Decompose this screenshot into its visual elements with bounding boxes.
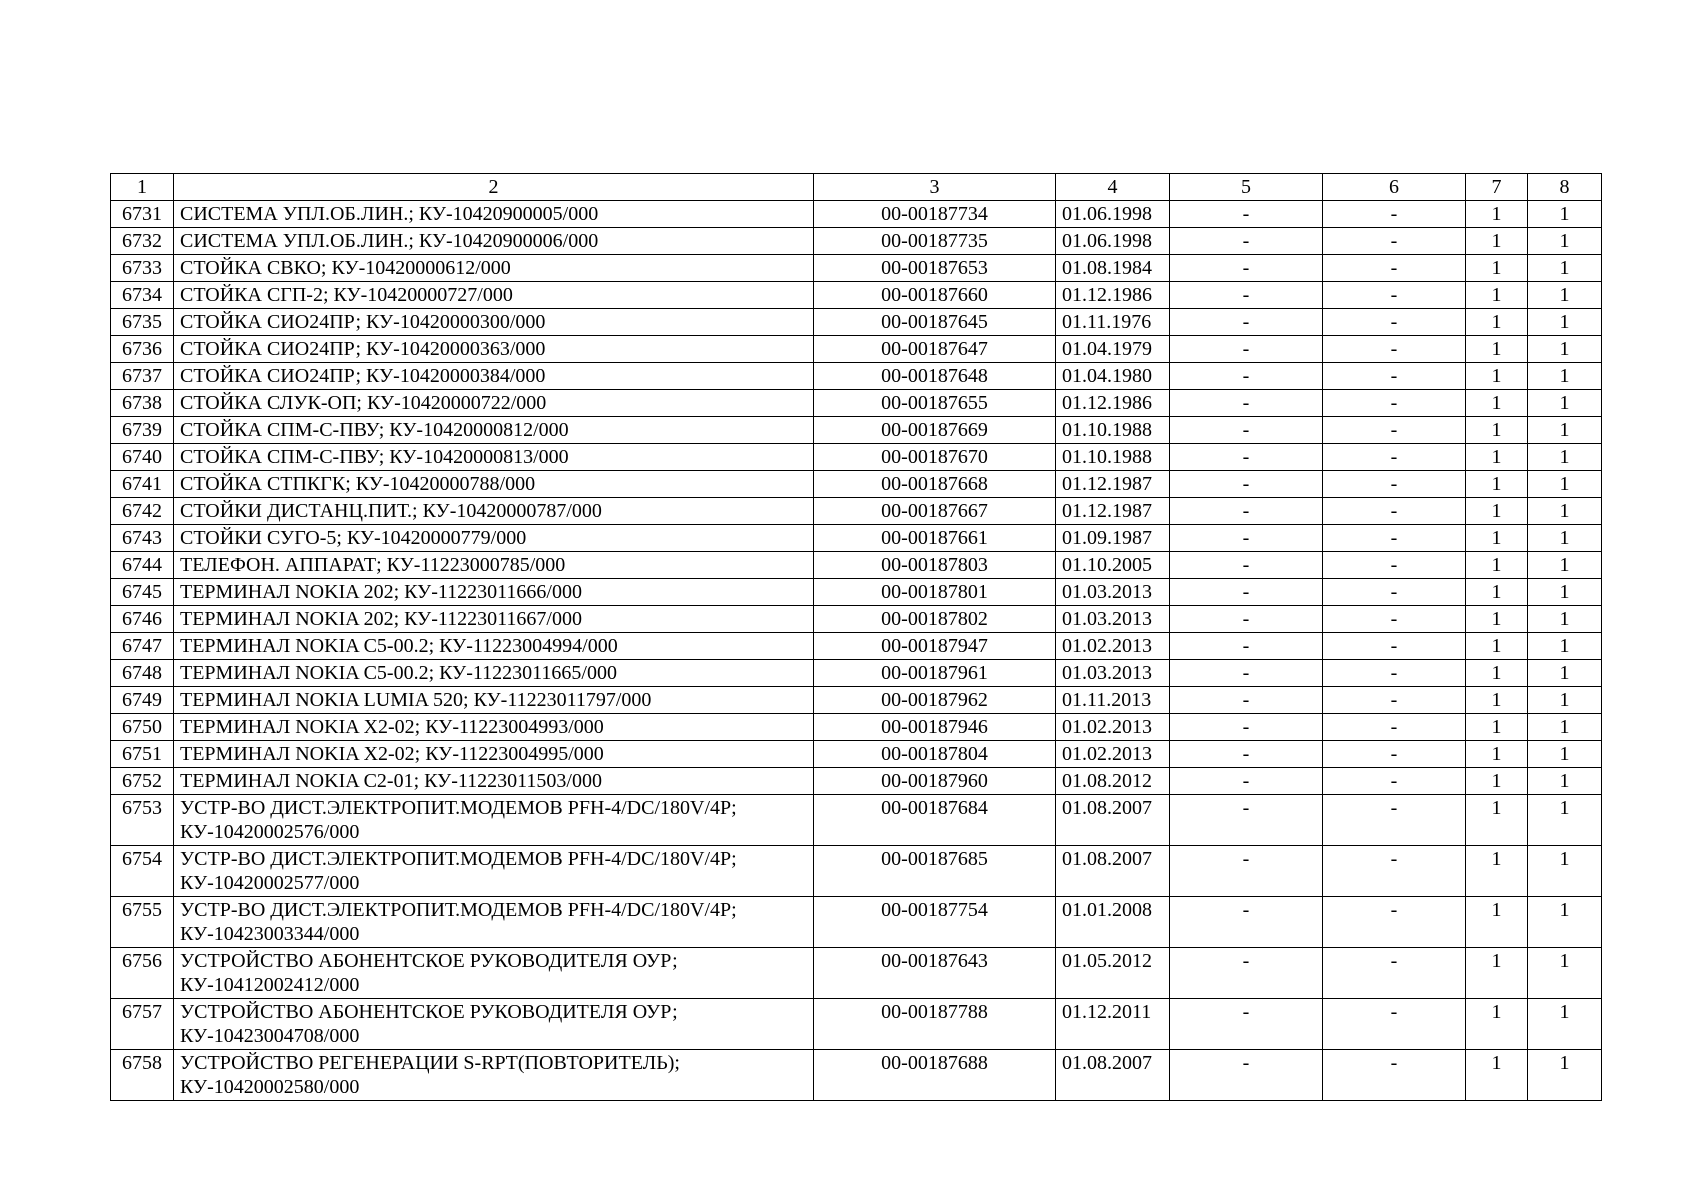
col5-value-cell: - [1170, 201, 1323, 228]
col8-value-cell: 1 [1528, 999, 1602, 1050]
table-row [111, 282, 1602, 309]
col8-value-cell: 1 [1528, 768, 1602, 795]
col5-value-cell: - [1170, 999, 1323, 1050]
item-name-cell: УСТРОЙСТВО АБОНЕНТСКОЕ РУКОВОДИТЕЛЯ ОУР; КУ-10412002412/000 [174, 948, 814, 999]
inventory-number-cell: 00-00187647 [814, 336, 1056, 363]
row-number-cell: 6743 [111, 525, 174, 552]
date-cell: 01.12.1987 [1056, 471, 1170, 498]
date-cell: 01.08.2007 [1056, 795, 1170, 846]
col8-value-cell: 1 [1528, 201, 1602, 228]
row-number-cell: 6746 [111, 606, 174, 633]
table-row [111, 309, 1602, 336]
inventory-number-cell: 00-00187946 [814, 714, 1056, 741]
date-cell: 01.08.2007 [1056, 1050, 1170, 1101]
inventory-number-cell: 00-00187669 [814, 417, 1056, 444]
inventory-number-cell: 00-00187801 [814, 579, 1056, 606]
row-number-cell: 6733 [111, 255, 174, 282]
col7-value-cell: 1 [1466, 846, 1528, 897]
col7-value-cell: 1 [1466, 525, 1528, 552]
col6-value-cell: - [1323, 795, 1466, 846]
inventory-number-cell: 00-00187961 [814, 660, 1056, 687]
row-number-cell: 6742 [111, 498, 174, 525]
inventory-number-cell: 00-00187962 [814, 687, 1056, 714]
inventory-number-cell: 00-00187653 [814, 255, 1056, 282]
header-cell-4: 4 [1056, 174, 1170, 201]
item-name-cell: УСТРОЙСТВО РЕГЕНЕРАЦИИ S-RPT(ПОВТОРИТЕЛЬ); КУ-10420002580/000 [174, 1050, 814, 1101]
col8-value-cell: 1 [1528, 897, 1602, 948]
row-number-cell: 6745 [111, 579, 174, 606]
col7-value-cell: 1 [1466, 417, 1528, 444]
inventory-number-cell: 00-00187660 [814, 282, 1056, 309]
inventory-number-cell: 00-00187947 [814, 633, 1056, 660]
col7-value-cell: 1 [1466, 552, 1528, 579]
header-cell-3: 3 [814, 174, 1056, 201]
col5-value-cell: - [1170, 1050, 1323, 1101]
col5-value-cell: - [1170, 948, 1323, 999]
row-number-cell: 6738 [111, 390, 174, 417]
date-cell: 01.05.2012 [1056, 948, 1170, 999]
item-name-cell: УСТРОЙСТВО АБОНЕНТСКОЕ РУКОВОДИТЕЛЯ ОУР; КУ-10423004708/000 [174, 999, 814, 1050]
item-name-cell: УСТР-ВО ДИСТ.ЭЛЕКТРОПИТ.МОДЕМОВ PFH-4/DC/180V/4P; КУ-10423003344/000 [174, 897, 814, 948]
inventory-number-cell: 00-00187803 [814, 552, 1056, 579]
table-row [111, 768, 1602, 795]
col8-value-cell: 1 [1528, 444, 1602, 471]
item-name-cell: ТЕРМИНАЛ NOKIA C5-00.2; КУ-11223004994/000 [174, 633, 814, 660]
col7-value-cell: 1 [1466, 579, 1528, 606]
col7-value-cell: 1 [1466, 660, 1528, 687]
col7-value-cell: 1 [1466, 282, 1528, 309]
col6-value-cell: - [1323, 714, 1466, 741]
date-cell: 01.01.2008 [1056, 897, 1170, 948]
date-cell: 01.06.1998 [1056, 201, 1170, 228]
row-number-cell: 6734 [111, 282, 174, 309]
col8-value-cell: 1 [1528, 579, 1602, 606]
col6-value-cell: - [1323, 897, 1466, 948]
date-cell: 01.10.1988 [1056, 417, 1170, 444]
row-number-cell: 6747 [111, 633, 174, 660]
col5-value-cell: - [1170, 309, 1323, 336]
col5-value-cell: - [1170, 579, 1323, 606]
date-cell: 01.02.2013 [1056, 741, 1170, 768]
date-cell: 01.02.2013 [1056, 714, 1170, 741]
col7-value-cell: 1 [1466, 606, 1528, 633]
row-number-cell: 6756 [111, 948, 174, 999]
inventory-number-cell: 00-00187802 [814, 606, 1056, 633]
col6-value-cell: - [1323, 444, 1466, 471]
col7-value-cell: 1 [1466, 687, 1528, 714]
date-cell: 01.10.1988 [1056, 444, 1170, 471]
col5-value-cell: - [1170, 660, 1323, 687]
table-row [111, 201, 1602, 228]
col6-value-cell: - [1323, 336, 1466, 363]
item-name-cell: СТОЙКИ СУГО-5; КУ-10420000779/000 [174, 525, 814, 552]
inventory-table [110, 173, 1602, 1101]
row-number-cell: 6744 [111, 552, 174, 579]
item-name-cell: СТОЙКА СПМ-С-ПВУ; КУ-10420000813/000 [174, 444, 814, 471]
col6-value-cell: - [1323, 1050, 1466, 1101]
col8-value-cell: 1 [1528, 795, 1602, 846]
col8-value-cell: 1 [1528, 417, 1602, 444]
date-cell: 01.03.2013 [1056, 660, 1170, 687]
table-row [111, 1050, 1602, 1101]
table-row [111, 687, 1602, 714]
col5-value-cell: - [1170, 633, 1323, 660]
col8-value-cell: 1 [1528, 228, 1602, 255]
row-number-cell: 6737 [111, 363, 174, 390]
date-cell: 01.03.2013 [1056, 579, 1170, 606]
header-cell-5: 5 [1170, 174, 1323, 201]
date-cell: 01.09.1987 [1056, 525, 1170, 552]
col5-value-cell: - [1170, 498, 1323, 525]
row-number-cell: 6741 [111, 471, 174, 498]
item-name-cell: ТЕЛЕФОН. АППАРАТ; КУ-11223000785/000 [174, 552, 814, 579]
col6-value-cell: - [1323, 228, 1466, 255]
date-cell: 01.12.1986 [1056, 282, 1170, 309]
col7-value-cell: 1 [1466, 714, 1528, 741]
col6-value-cell: - [1323, 579, 1466, 606]
col5-value-cell: - [1170, 390, 1323, 417]
col5-value-cell: - [1170, 741, 1323, 768]
row-number-cell: 6748 [111, 660, 174, 687]
table-row [111, 552, 1602, 579]
inventory-number-cell: 00-00187685 [814, 846, 1056, 897]
col5-value-cell: - [1170, 255, 1323, 282]
item-name-cell: СТОЙКА СИО24ПР; КУ-10420000300/000 [174, 309, 814, 336]
table-row [111, 417, 1602, 444]
col8-value-cell: 1 [1528, 471, 1602, 498]
inventory-number-cell: 00-00187804 [814, 741, 1056, 768]
inventory-number-cell: 00-00187648 [814, 363, 1056, 390]
col5-value-cell: - [1170, 228, 1323, 255]
col8-value-cell: 1 [1528, 660, 1602, 687]
col5-value-cell: - [1170, 363, 1323, 390]
col5-value-cell: - [1170, 444, 1323, 471]
col6-value-cell: - [1323, 768, 1466, 795]
header-row [111, 174, 1602, 201]
col7-value-cell: 1 [1466, 1050, 1528, 1101]
inventory-number-cell: 00-00187645 [814, 309, 1056, 336]
item-name-cell: ТЕРМИНАЛ NOKIA 202; КУ-11223011667/000 [174, 606, 814, 633]
row-number-cell: 6757 [111, 999, 174, 1050]
col6-value-cell: - [1323, 363, 1466, 390]
item-name-cell: ТЕРМИНАЛ NOKIA X2-02; КУ-11223004993/000 [174, 714, 814, 741]
table-row [111, 498, 1602, 525]
col7-value-cell: 1 [1466, 498, 1528, 525]
row-number-cell: 6752 [111, 768, 174, 795]
table-row [111, 741, 1602, 768]
col7-value-cell: 1 [1466, 999, 1528, 1050]
header-cell-8: 8 [1528, 174, 1602, 201]
col6-value-cell: - [1323, 255, 1466, 282]
col7-value-cell: 1 [1466, 363, 1528, 390]
table-row [111, 714, 1602, 741]
col7-value-cell: 1 [1466, 336, 1528, 363]
date-cell: 01.12.1987 [1056, 498, 1170, 525]
col7-value-cell: 1 [1466, 948, 1528, 999]
col5-value-cell: - [1170, 552, 1323, 579]
row-number-cell: 6739 [111, 417, 174, 444]
inventory-number-cell: 00-00187668 [814, 471, 1056, 498]
col8-value-cell: 1 [1528, 363, 1602, 390]
col6-value-cell: - [1323, 525, 1466, 552]
row-number-cell: 6751 [111, 741, 174, 768]
col5-value-cell: - [1170, 336, 1323, 363]
table-row [111, 390, 1602, 417]
col8-value-cell: 1 [1528, 390, 1602, 417]
row-number-cell: 6732 [111, 228, 174, 255]
date-cell: 01.10.2005 [1056, 552, 1170, 579]
date-cell: 01.02.2013 [1056, 633, 1170, 660]
inventory-number-cell: 00-00187788 [814, 999, 1056, 1050]
col8-value-cell: 1 [1528, 741, 1602, 768]
col5-value-cell: - [1170, 795, 1323, 846]
col5-value-cell: - [1170, 282, 1323, 309]
inventory-number-cell: 00-00187643 [814, 948, 1056, 999]
col5-value-cell: - [1170, 606, 1323, 633]
date-cell: 01.12.1986 [1056, 390, 1170, 417]
item-name-cell: СИСТЕМА УПЛ.ОБ.ЛИН.; КУ-10420900006/000 [174, 228, 814, 255]
col6-value-cell: - [1323, 552, 1466, 579]
row-number-cell: 6736 [111, 336, 174, 363]
item-name-cell: СТОЙКА СВКО; КУ-10420000612/000 [174, 255, 814, 282]
header-cell-6: 6 [1323, 174, 1466, 201]
col8-value-cell: 1 [1528, 606, 1602, 633]
date-cell: 01.04.1979 [1056, 336, 1170, 363]
col7-value-cell: 1 [1466, 768, 1528, 795]
col7-value-cell: 1 [1466, 795, 1528, 846]
date-cell: 01.08.2007 [1056, 846, 1170, 897]
item-name-cell: УСТР-ВО ДИСТ.ЭЛЕКТРОПИТ.МОДЕМОВ PFH-4/DC/180V/4P; КУ-10420002576/000 [174, 795, 814, 846]
inventory-number-cell: 00-00187667 [814, 498, 1056, 525]
col6-value-cell: - [1323, 741, 1466, 768]
col7-value-cell: 1 [1466, 228, 1528, 255]
inventory-number-cell: 00-00187684 [814, 795, 1056, 846]
inventory-number-cell: 00-00187661 [814, 525, 1056, 552]
item-name-cell: ТЕРМИНАЛ NOKIA X2-02; КУ-11223004995/000 [174, 741, 814, 768]
row-number-cell: 6749 [111, 687, 174, 714]
col7-value-cell: 1 [1466, 897, 1528, 948]
row-number-cell: 6755 [111, 897, 174, 948]
col8-value-cell: 1 [1528, 687, 1602, 714]
col6-value-cell: - [1323, 948, 1466, 999]
col8-value-cell: 1 [1528, 948, 1602, 999]
inventory-number-cell: 00-00187960 [814, 768, 1056, 795]
col5-value-cell: - [1170, 897, 1323, 948]
col6-value-cell: - [1323, 282, 1466, 309]
date-cell: 01.08.2012 [1056, 768, 1170, 795]
row-number-cell: 6750 [111, 714, 174, 741]
col7-value-cell: 1 [1466, 471, 1528, 498]
item-name-cell: ТЕРМИНАЛ NOKIA 202; КУ-11223011666/000 [174, 579, 814, 606]
inventory-number-cell: 00-00187734 [814, 201, 1056, 228]
date-cell: 01.11.2013 [1056, 687, 1170, 714]
item-name-cell: УСТР-ВО ДИСТ.ЭЛЕКТРОПИТ.МОДЕМОВ PFH-4/DC/180V/4P; КУ-10420002577/000 [174, 846, 814, 897]
col6-value-cell: - [1323, 309, 1466, 336]
date-cell: 01.04.1980 [1056, 363, 1170, 390]
row-number-cell: 6740 [111, 444, 174, 471]
col6-value-cell: - [1323, 999, 1466, 1050]
item-name-cell: ТЕРМИНАЛ NOKIA C2-01; КУ-11223011503/000 [174, 768, 814, 795]
date-cell: 01.11.1976 [1056, 309, 1170, 336]
col7-value-cell: 1 [1466, 390, 1528, 417]
table-row [111, 897, 1602, 948]
table-row [111, 363, 1602, 390]
item-name-cell: СТОЙКА СИО24ПР; КУ-10420000384/000 [174, 363, 814, 390]
item-name-cell: СТОЙКИ ДИСТАНЦ.ПИТ.; КУ-10420000787/000 [174, 498, 814, 525]
table-body [111, 174, 1602, 1101]
col7-value-cell: 1 [1466, 309, 1528, 336]
col7-value-cell: 1 [1466, 255, 1528, 282]
col6-value-cell: - [1323, 471, 1466, 498]
table-row [111, 228, 1602, 255]
col5-value-cell: - [1170, 471, 1323, 498]
item-name-cell: ТЕРМИНАЛ NOKIA LUMIA 520; КУ-11223011797/000 [174, 687, 814, 714]
item-name-cell: СТОЙКА СТПКГК; КУ-10420000788/000 [174, 471, 814, 498]
table-row [111, 633, 1602, 660]
table-row [111, 255, 1602, 282]
item-name-cell: СТОЙКА СПМ-С-ПВУ; КУ-10420000812/000 [174, 417, 814, 444]
col8-value-cell: 1 [1528, 336, 1602, 363]
col5-value-cell: - [1170, 687, 1323, 714]
col8-value-cell: 1 [1528, 255, 1602, 282]
col8-value-cell: 1 [1528, 525, 1602, 552]
col8-value-cell: 1 [1528, 714, 1602, 741]
col6-value-cell: - [1323, 201, 1466, 228]
inventory-number-cell: 00-00187735 [814, 228, 1056, 255]
table-row [111, 999, 1602, 1050]
col8-value-cell: 1 [1528, 498, 1602, 525]
table-row [111, 336, 1602, 363]
col6-value-cell: - [1323, 417, 1466, 444]
date-cell: 01.06.1998 [1056, 228, 1170, 255]
col6-value-cell: - [1323, 390, 1466, 417]
col5-value-cell: - [1170, 768, 1323, 795]
table-row [111, 660, 1602, 687]
item-name-cell: СТОЙКА СЛУК-ОП; КУ-10420000722/000 [174, 390, 814, 417]
col6-value-cell: - [1323, 633, 1466, 660]
col8-value-cell: 1 [1528, 846, 1602, 897]
inventory-number-cell: 00-00187655 [814, 390, 1056, 417]
table-row [111, 579, 1602, 606]
table-row [111, 846, 1602, 897]
col6-value-cell: - [1323, 606, 1466, 633]
item-name-cell: ТЕРМИНАЛ NOKIA C5-00.2; КУ-11223011665/000 [174, 660, 814, 687]
header-cell-2: 2 [174, 174, 814, 201]
item-name-cell: СТОЙКА СИО24ПР; КУ-10420000363/000 [174, 336, 814, 363]
col5-value-cell: - [1170, 417, 1323, 444]
row-number-cell: 6735 [111, 309, 174, 336]
col6-value-cell: - [1323, 660, 1466, 687]
col8-value-cell: 1 [1528, 633, 1602, 660]
col7-value-cell: 1 [1466, 741, 1528, 768]
col7-value-cell: 1 [1466, 201, 1528, 228]
table-row [111, 444, 1602, 471]
date-cell: 01.12.2011 [1056, 999, 1170, 1050]
col8-value-cell: 1 [1528, 552, 1602, 579]
table-row [111, 471, 1602, 498]
item-name-cell: СТОЙКА СГП-2; КУ-10420000727/000 [174, 282, 814, 309]
date-cell: 01.03.2013 [1056, 606, 1170, 633]
col6-value-cell: - [1323, 498, 1466, 525]
col6-value-cell: - [1323, 687, 1466, 714]
inventory-number-cell: 00-00187688 [814, 1050, 1056, 1101]
inventory-number-cell: 00-00187754 [814, 897, 1056, 948]
header-cell-1: 1 [111, 174, 174, 201]
item-name-cell: СИСТЕМА УПЛ.ОБ.ЛИН.; КУ-10420900005/000 [174, 201, 814, 228]
col8-value-cell: 1 [1528, 282, 1602, 309]
col7-value-cell: 1 [1466, 444, 1528, 471]
row-number-cell: 6753 [111, 795, 174, 846]
date-cell: 01.08.1984 [1056, 255, 1170, 282]
row-number-cell: 6758 [111, 1050, 174, 1101]
col6-value-cell: - [1323, 846, 1466, 897]
table-row [111, 606, 1602, 633]
row-number-cell: 6754 [111, 846, 174, 897]
table-row [111, 525, 1602, 552]
col8-value-cell: 1 [1528, 309, 1602, 336]
table-row [111, 948, 1602, 999]
row-number-cell: 6731 [111, 201, 174, 228]
col5-value-cell: - [1170, 846, 1323, 897]
col5-value-cell: - [1170, 714, 1323, 741]
col8-value-cell: 1 [1528, 1050, 1602, 1101]
table-row [111, 795, 1602, 846]
col7-value-cell: 1 [1466, 633, 1528, 660]
header-cell-7: 7 [1466, 174, 1528, 201]
inventory-number-cell: 00-00187670 [814, 444, 1056, 471]
col5-value-cell: - [1170, 525, 1323, 552]
